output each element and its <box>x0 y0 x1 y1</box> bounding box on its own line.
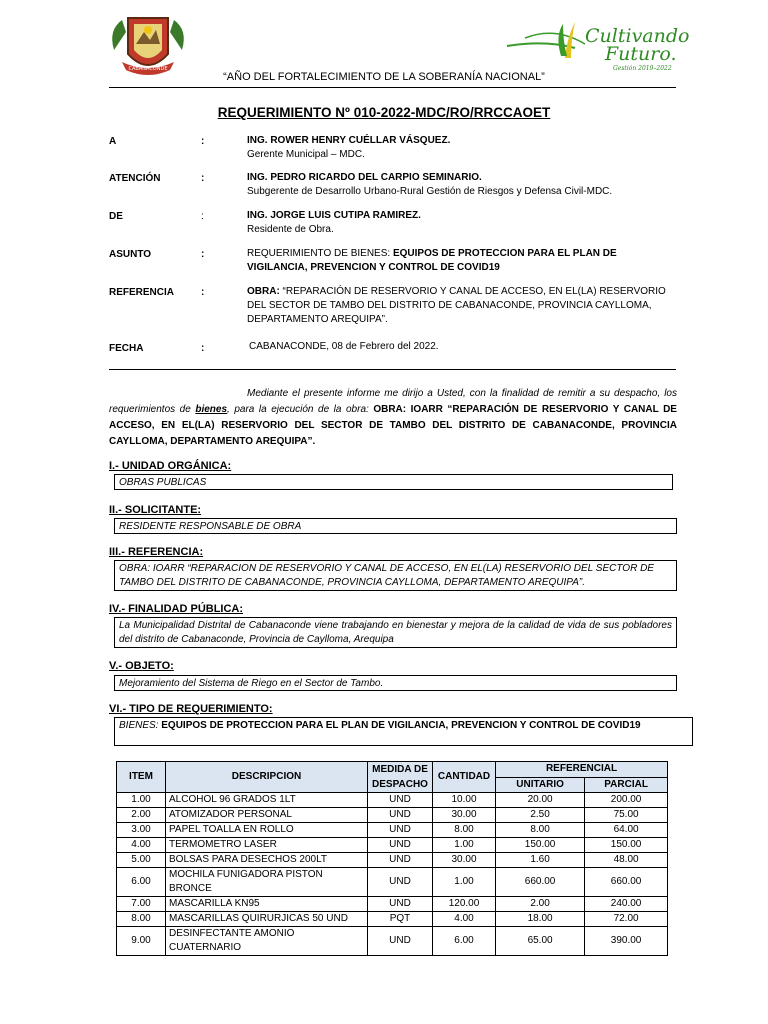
cell-desc: ATOMIZADOR PERSONAL <box>166 808 368 823</box>
field-referencia-value <box>247 285 677 327</box>
field-fecha-value: CABANACONDE, 08 de Febrero del 2022. <box>249 341 439 352</box>
table-row <box>117 838 668 853</box>
logo-title-2: Futuro. <box>605 43 677 65</box>
cell-item: 3.00 <box>117 823 166 838</box>
asunto-prefix: REQUERIMIENTO DE BIENES: <box>247 248 393 259</box>
cell-item: 8.00 <box>117 912 166 927</box>
cell-parcial: 72.00 <box>585 912 668 927</box>
cell-cantidad: 4.00 <box>433 912 496 927</box>
th-unitario: UNITARIO <box>496 777 585 793</box>
cell-desc: BOLSAS PARA DESECHOS 200LT <box>166 853 368 868</box>
cultivando-futuro-logo <box>505 18 715 74</box>
field-referencia-label: REFERENCIA <box>109 287 175 298</box>
intro-a: Mediante el presente informe me dirijo a Usted, con la finalidad de remitir a su despacho, los requerimientos de <box>109 388 677 415</box>
cell-cantidad: 30.00 <box>433 853 496 868</box>
section-1-title: I.- UNIDAD ORGÁNICA: <box>109 460 232 472</box>
section-5-box: Mejoramiento del Sistema de Riego en el Sector de Tambo. <box>114 675 677 691</box>
cell-unidad: UND <box>368 897 433 912</box>
field-atencion-value <box>247 171 677 199</box>
th-medida-2: DESPACHO <box>372 779 428 790</box>
section-4-title: IV.- FINALIDAD PÚBLICA: <box>109 603 244 615</box>
year-motto: “AÑO DEL FORTALECIMIENTO DE LA SOBERANÍA NACIONAL” <box>223 71 545 83</box>
section-4-box: La Municipalidad Distrital de Cabanaconde viene trabajando en bienestar y mejora de la calidad de vida de sus pobladores del distrito de Cabanaconde, Provincia de Caylloma, Arequipa <box>114 617 677 648</box>
cell-unidad: UND <box>368 927 433 956</box>
cell-parcial: 390.00 <box>585 927 668 956</box>
table-row <box>117 868 668 897</box>
table-row <box>117 927 668 956</box>
cell-cantidad: 1.00 <box>433 838 496 853</box>
cell-unitario: 2.50 <box>496 808 585 823</box>
requirements-table <box>116 761 668 956</box>
section-6-title: VI.- TIPO DE REQUERIMIENTO: <box>109 703 273 715</box>
field-referencia-colon: : <box>201 287 205 298</box>
cell-item: 1.00 <box>117 793 166 808</box>
cell-item: 9.00 <box>117 927 166 956</box>
atencion-role: Subgerente de Desarrollo Urbano-Rural Gestión de Riesgos y Defensa Civil-MDC. <box>247 186 613 197</box>
cell-desc: ALCOHOL 96 GRADOS 1LT <box>166 793 368 808</box>
field-asunto-colon: : <box>201 249 205 260</box>
cell-cantidad: 6.00 <box>433 927 496 956</box>
cell-unitario: 2.00 <box>496 897 585 912</box>
cell-unitario: 150.00 <box>496 838 585 853</box>
table-row <box>117 912 668 927</box>
fields-divider <box>109 369 676 370</box>
referencia-text: “REPARACIÓN DE RESERVORIO Y CANAL DE ACCESO, EN EL(LA) RESERVORIO DEL SECTOR DE TAMBO DEL DISTRITO DE CABANACONDE, PROVINCIA CAYLLOMA, DEPARTAMENTO AREQUIPA”. <box>247 286 666 325</box>
th-item: ITEM <box>117 762 166 793</box>
cell-item: 7.00 <box>117 897 166 912</box>
cell-unitario: 8.00 <box>496 823 585 838</box>
cell-parcial: 48.00 <box>585 853 668 868</box>
section-2-box: RESIDENTE RESPONSABLE DE OBRA <box>114 518 677 534</box>
section-1-box: OBRAS PUBLICAS <box>114 474 673 490</box>
a-name: ING. ROWER HENRY CUÉLLAR VÁSQUEZ. <box>247 135 451 146</box>
cell-parcial: 64.00 <box>585 823 668 838</box>
cell-item: 6.00 <box>117 868 166 897</box>
cell-unitario: 18.00 <box>496 912 585 927</box>
table-row <box>117 853 668 868</box>
cell-desc: MASCARILLA KN95 <box>166 897 368 912</box>
field-asunto-label: ASUNTO <box>109 249 152 260</box>
section-6-box <box>114 717 693 746</box>
cell-unidad: UND <box>368 868 433 897</box>
field-de-value <box>247 209 677 237</box>
cell-item: 5.00 <box>117 853 166 868</box>
cell-unidad: UND <box>368 793 433 808</box>
cell-item: 2.00 <box>117 808 166 823</box>
cell-unitario: 65.00 <box>496 927 585 956</box>
cell-cantidad: 8.00 <box>433 823 496 838</box>
field-a-colon: : <box>201 136 205 147</box>
field-de-colon: : <box>201 211 204 222</box>
intro-paragraph <box>109 386 677 450</box>
field-de-label: DE <box>109 211 123 222</box>
cell-cantidad: 10.00 <box>433 793 496 808</box>
table-row <box>117 793 668 808</box>
section-3-title: III.- REFERENCIA: <box>109 546 204 558</box>
cell-item: 4.00 <box>117 838 166 853</box>
asunto-text: EQUIPOS DE PROTECCION PARA EL PLAN DE VIGILANCIA, PREVENCION Y CONTROL DE COVID19 <box>247 248 617 273</box>
cell-desc: TERMOMETRO LASER <box>166 838 368 853</box>
document-title: REQUERIMIENTO Nº 010-2022-MDC/RO/RRCCAOET <box>217 105 551 120</box>
section-6-prefix: BIENES: <box>119 720 159 731</box>
cell-parcial: 240.00 <box>585 897 668 912</box>
de-name: ING. JORGE LUIS CUTIPA RAMIREZ. <box>247 210 421 221</box>
th-descripcion: DESCRIPCION <box>166 762 368 793</box>
field-fecha-label: FECHA <box>109 343 144 354</box>
field-a-label: A <box>109 136 117 147</box>
section-2-title: II.- SOLICITANTE: <box>109 504 202 516</box>
table-row <box>117 897 668 912</box>
a-role: Gerente Municipal – MDC. <box>247 149 365 160</box>
referencia-prefix: OBRA: <box>247 286 280 297</box>
seal-text: CABANACONDE <box>128 66 168 72</box>
cell-unitario: 20.00 <box>496 793 585 808</box>
cell-cantidad: 1.00 <box>433 868 496 897</box>
th-cantidad: CANTIDAD <box>433 762 496 793</box>
cell-desc: PAPEL TOALLA EN ROLLO <box>166 823 368 838</box>
cell-cantidad: 30.00 <box>433 808 496 823</box>
atencion-name: ING. PEDRO RICARDO DEL CARPIO SEMINARIO. <box>247 172 482 183</box>
cell-parcial: 150.00 <box>585 838 668 853</box>
field-atencion-colon: : <box>201 173 205 184</box>
intro-b: , para la ejecución de la obra: <box>227 404 374 415</box>
field-atencion-label: ATENCIÓN <box>109 173 161 184</box>
logo-title-1: Cultivando <box>585 25 690 47</box>
de-role: Residente de Obra. <box>247 224 334 235</box>
cell-unitario: 660.00 <box>496 868 585 897</box>
field-asunto-value <box>247 247 677 275</box>
logo-subtitle: Gestión 2019–2022 <box>613 65 672 72</box>
th-parcial: PARCIAL <box>585 777 668 793</box>
table-row <box>117 823 668 838</box>
field-fecha-colon: : <box>201 343 205 354</box>
cell-unitario: 1.60 <box>496 853 585 868</box>
cell-parcial: 660.00 <box>585 868 668 897</box>
cell-unidad: UND <box>368 853 433 868</box>
cell-parcial: 200.00 <box>585 793 668 808</box>
intro-obra: OBRA: IOARR “REPARACIÓN DE RESERVORIO Y CANAL DE ACCESO, EN EL(LA) RESERVORIO DEL SECTOR DE TAMBO DEL DISTRITO DE CABANACONDE, PROVINCIA CAYLLOMA, DEPARTAMENTO AREQUIPA”. <box>109 404 677 447</box>
cell-unidad: UND <box>368 823 433 838</box>
section-6-value: EQUIPOS DE PROTECCION PARA EL PLAN DE VIGILANCIA, PREVENCION Y CONTROL DE COVID19 <box>158 720 641 731</box>
intro-bienes: bienes <box>195 404 228 415</box>
th-medida <box>368 762 433 793</box>
cell-unidad: UND <box>368 808 433 823</box>
cell-unidad: UND <box>368 838 433 853</box>
cell-parcial: 75.00 <box>585 808 668 823</box>
cell-cantidad: 120.00 <box>433 897 496 912</box>
table-row <box>117 808 668 823</box>
cell-desc: MASCARILLAS QUIRURJICAS 50 UND <box>166 912 368 927</box>
th-medida-1: MEDIDA DE <box>372 764 428 775</box>
section-5-title: V.- OBJETO: <box>109 660 174 672</box>
cell-desc: DESINFECTANTE AMONIO CUATERNARIO <box>166 927 368 956</box>
cell-desc: MOCHILA FUNIGADORA PISTON BRONCE <box>166 868 368 897</box>
field-a-value <box>247 134 677 162</box>
header-divider <box>109 87 676 88</box>
section-3-box: OBRA: IOARR “REPARACION DE RESERVORIO Y CANAL DE ACCESO, EN EL(LA) RESERVORIO DEL SECTOR DE TAMBO DEL DISTRITO DE CABANACONDE, PROVINCIA CAYLLOMA, DEPARTAMENTO AREQUIPA”. <box>114 560 677 591</box>
cell-unidad: PQT <box>368 912 433 927</box>
th-referencial: REFERENCIAL <box>496 762 668 778</box>
